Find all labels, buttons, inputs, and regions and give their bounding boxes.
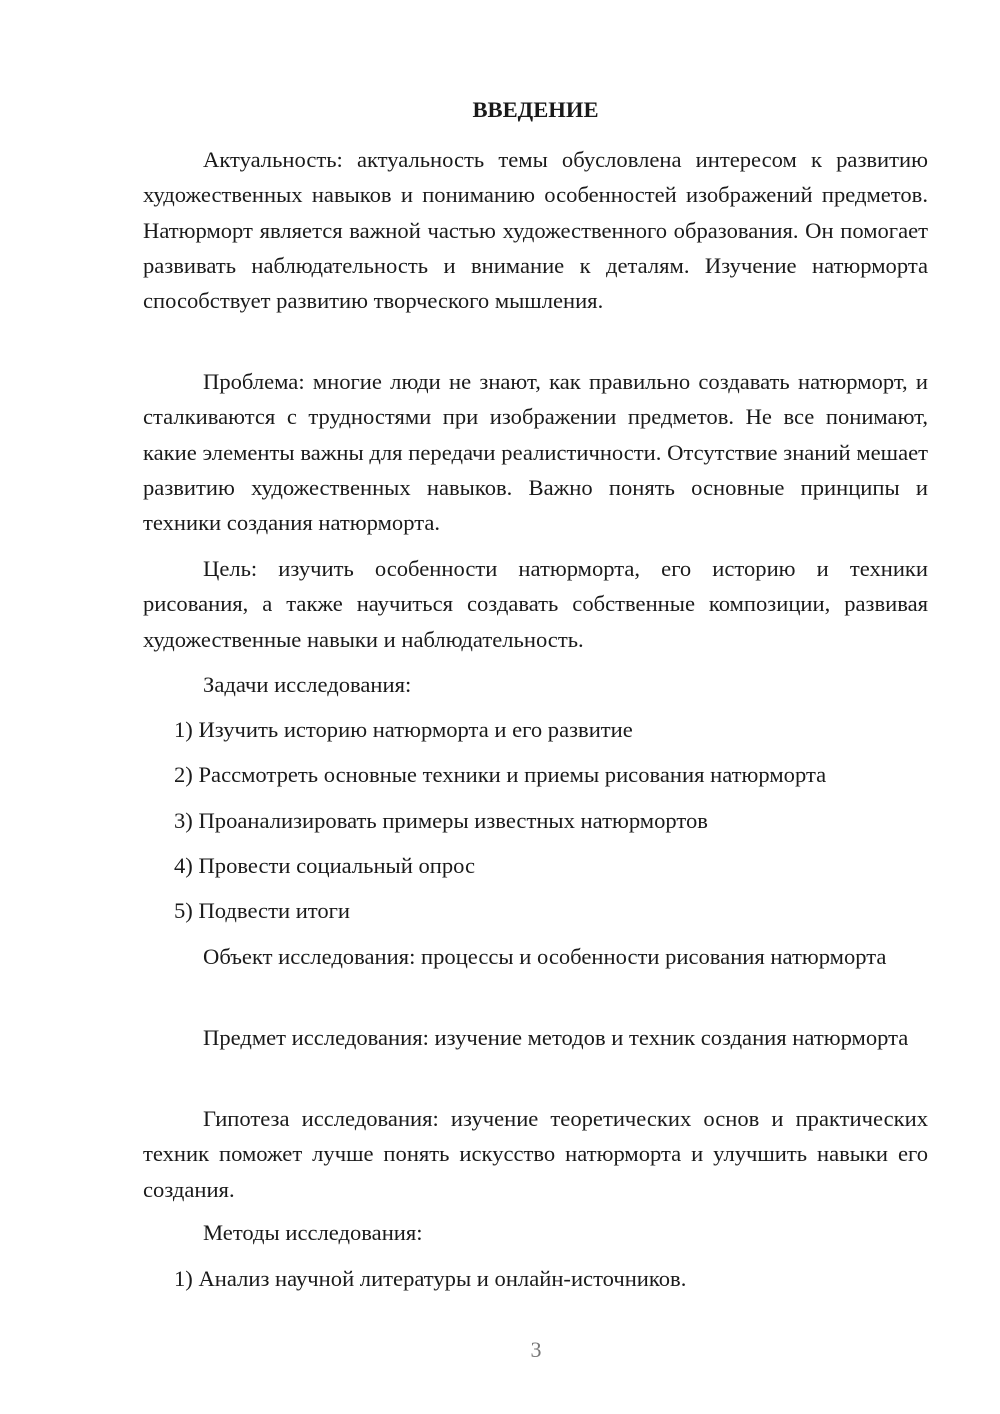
task-item-4: 4) Провести социальный опрос	[174, 853, 476, 878]
method-item-1: 1) Анализ научной литературы и онлайн-источников.	[174, 1266, 687, 1291]
page-number: 3	[530, 1337, 542, 1362]
problem-paragraph: Проблема: многие люди не знают, как правильно создавать натюрморт, и сталкиваются с трудностями при изображении предметов. Не все понимают, какие элементы важны для передачи реалистичности. Отсутствие знаний мешает развитию художественных навыков. Важно понять основные принципы и техники создания натюрморта.	[143, 369, 928, 536]
goal-paragraph: Цель: изучить особенности натюрморта, его историю и техники рисования, а также научиться создавать собственные композиции, развивая художественные навыки и наблюдательность.	[143, 556, 928, 652]
hypothesis-paragraph: Гипотеза исследования: изучение теоретических основ и практических техник поможет лучше понять искусство натюрморта и улучшить навыки его создания.	[143, 1106, 928, 1202]
task-item-3: 3) Проанализировать примеры известных натюрмортов	[174, 808, 708, 833]
relevance-paragraph: Актуальность: актуальность темы обусловлена интересом к развитию художественных навыков и пониманию особенностей изображений предметов. Натюрморт является важной частью художественного образования. Он помогает развивать наблюдательность и внимание к деталям. Изучение натюрморта способствует развитию творческого мышления.	[143, 147, 928, 314]
task-item-1: 1) Изучить историю натюрморта и его развитие	[174, 717, 633, 742]
task-item-2: 2) Рассмотреть основные техники и приемы рисования натюрморта	[174, 762, 827, 787]
task-item-5: 5) Подвести итоги	[174, 898, 351, 923]
section-heading: ВВЕДЕНИЕ	[472, 97, 599, 122]
subject-paragraph: Предмет исследования: изучение методов и техник создания натюрморта	[203, 1025, 909, 1050]
tasks-label: Задачи исследования:	[203, 672, 412, 697]
methods-label: Методы исследования:	[203, 1220, 423, 1245]
object-paragraph: Объект исследования: процессы и особенности рисования натюрморта	[203, 944, 887, 969]
